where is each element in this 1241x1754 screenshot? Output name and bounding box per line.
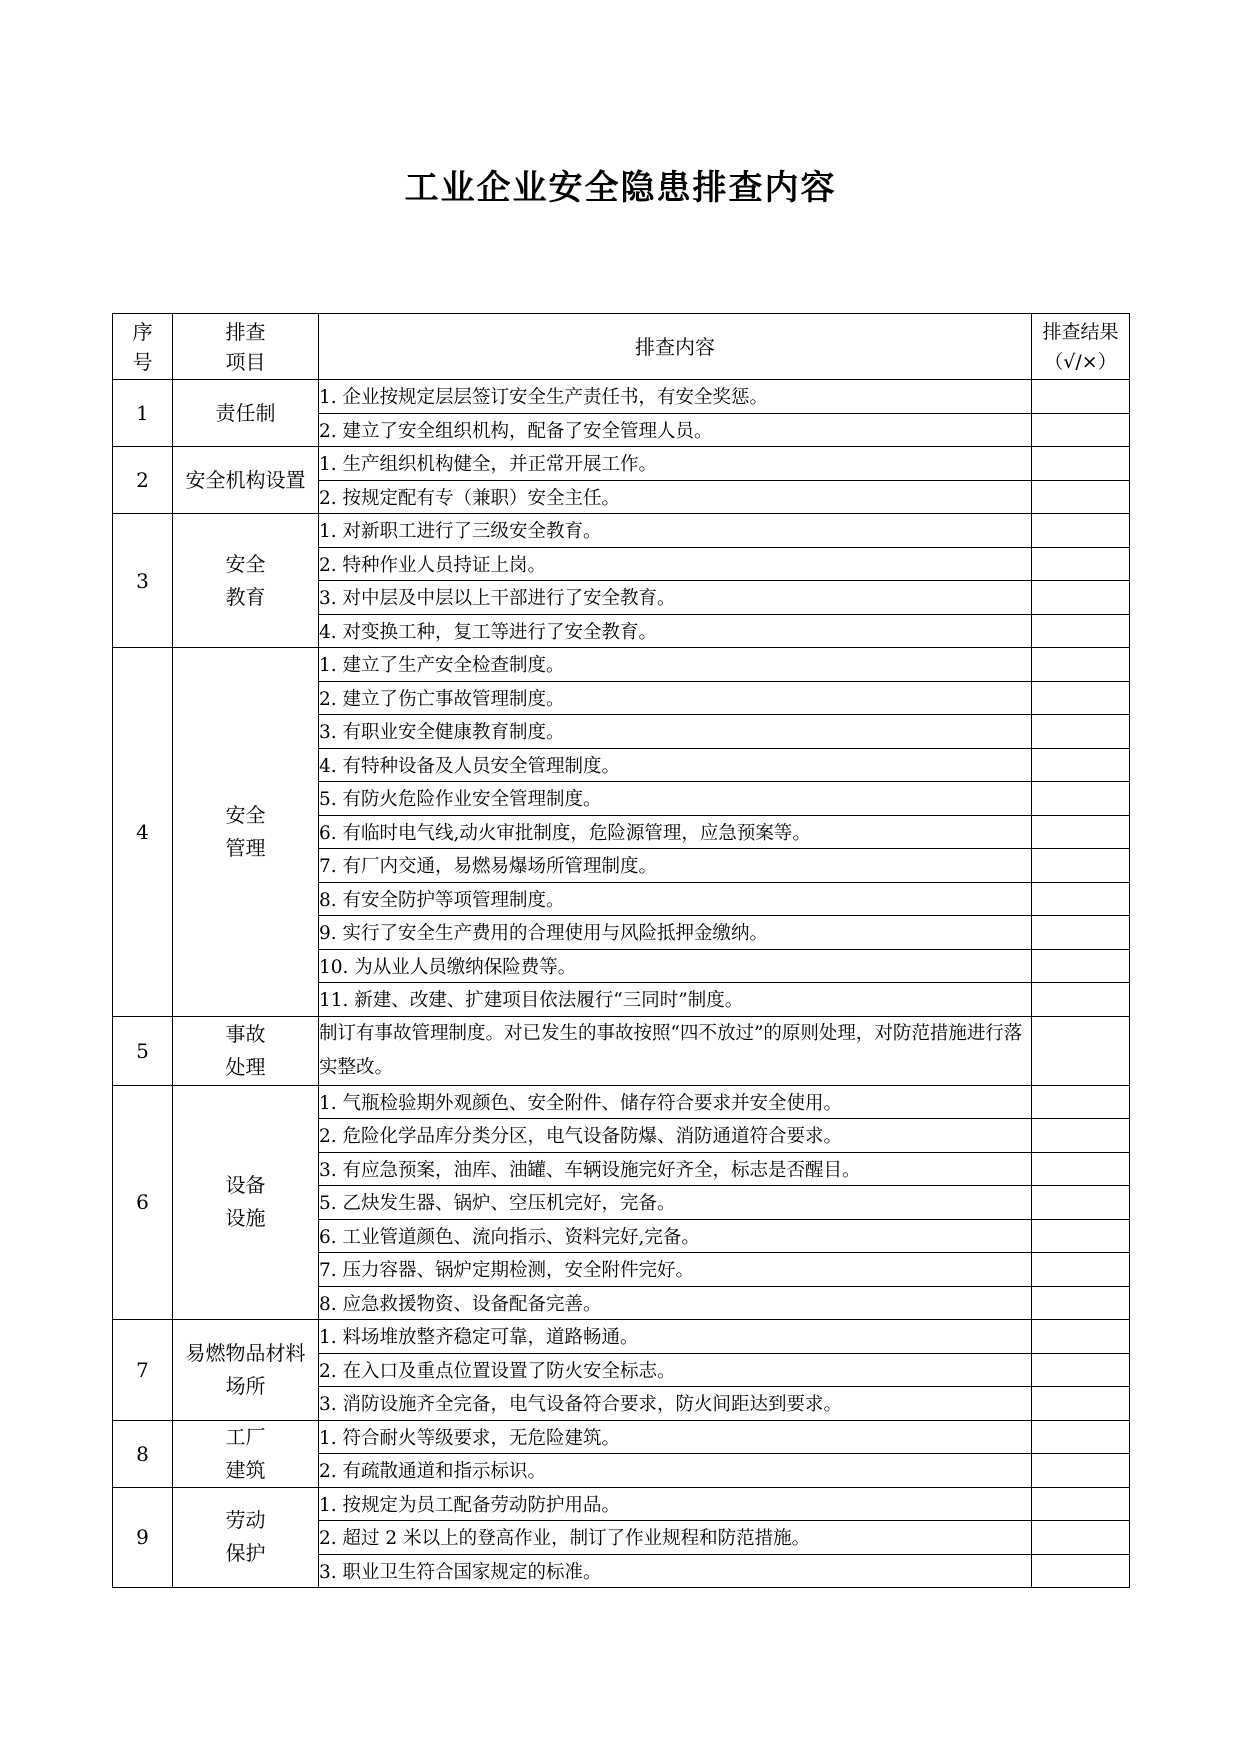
table-row [113, 1320, 1130, 1354]
result-cell[interactable] [1032, 1387, 1130, 1421]
check-item: 制订有事故管理制度。对已发生的事故按照“四不放过”的原则处理，对防范措施进行落实整改。 [319, 1016, 1032, 1085]
result-cell[interactable] [1032, 581, 1130, 615]
check-item: 1. 企业按规定层层签订安全生产责任书，有安全奖惩。 [319, 380, 1032, 414]
check-item: 2. 有疏散通道和指示标识。 [319, 1454, 1032, 1488]
header-no: 序号 [113, 314, 173, 380]
result-cell[interactable] [1032, 1454, 1130, 1488]
result-cell[interactable] [1032, 1085, 1130, 1119]
check-item: 4. 对变换工种，复工等进行了安全教育。 [319, 614, 1032, 648]
check-item: 1. 建立了生产安全检查制度。 [319, 648, 1032, 682]
check-item: 2. 危险化学品库分类分区，电气设备防爆、消防通道符合要求。 [319, 1119, 1032, 1153]
table-row [113, 648, 1130, 682]
table-row [113, 514, 1130, 548]
result-cell[interactable] [1032, 1253, 1130, 1287]
section-number: 5 [113, 1016, 173, 1085]
result-cell[interactable] [1032, 1186, 1130, 1220]
check-item: 1. 料场堆放整齐稳定可靠，道路畅通。 [319, 1320, 1032, 1354]
check-item: 3. 有应急预案，油库、油罐、车辆设施完好齐全，标志是否醒目。 [319, 1152, 1032, 1186]
section-category-label: 劳动保护 [225, 1508, 266, 1566]
section-category [173, 1487, 319, 1588]
check-item: 1. 气瓶检验期外观颜色、安全附件、储存符合要求并安全使用。 [319, 1085, 1032, 1119]
section-number: 6 [113, 1085, 173, 1320]
section-category [173, 447, 319, 514]
table-row [113, 1085, 1130, 1119]
table-row [113, 1016, 1130, 1085]
section-number: 2 [113, 447, 173, 514]
check-item: 3. 职业卫生符合国家规定的标准。 [319, 1554, 1032, 1588]
check-item: 2. 在入口及重点位置设置了防火安全标志。 [319, 1353, 1032, 1387]
result-cell[interactable] [1032, 480, 1130, 514]
check-item: 4. 有特种设备及人员安全管理制度。 [319, 748, 1032, 782]
check-item: 3. 对中层及中层以上干部进行了安全教育。 [319, 581, 1032, 615]
section-number: 8 [113, 1420, 173, 1487]
result-cell[interactable] [1032, 681, 1130, 715]
result-cell[interactable] [1032, 1554, 1130, 1588]
section-category [173, 648, 319, 1017]
section-category-label: 易燃物品材料场所 [185, 1340, 306, 1398]
inspection-table [112, 313, 1130, 1588]
result-cell[interactable] [1032, 949, 1130, 983]
section-number: 9 [113, 1487, 173, 1588]
section-number: 3 [113, 514, 173, 648]
result-cell[interactable] [1032, 1353, 1130, 1387]
section-number: 1 [113, 380, 173, 447]
section-number: 7 [113, 1320, 173, 1421]
section-category-label: 安全机构设置 [185, 467, 306, 492]
table-row [113, 447, 1130, 481]
check-item: 2. 建立了安全组织机构，配备了安全管理人员。 [319, 413, 1032, 447]
table-header-row [113, 314, 1130, 380]
table-row [113, 1487, 1130, 1521]
section-category [173, 1320, 319, 1421]
check-item: 7. 压力容器、锅炉定期检测，安全附件完好。 [319, 1253, 1032, 1287]
result-cell[interactable] [1032, 514, 1130, 548]
result-cell[interactable] [1032, 1219, 1130, 1253]
section-category-label: 责任制 [215, 400, 276, 425]
section-category [173, 514, 319, 648]
result-cell[interactable] [1032, 815, 1130, 849]
check-item: 2. 超过 2 米以上的登高作业，制订了作业规程和防范措施。 [319, 1521, 1032, 1555]
result-cell[interactable] [1032, 1016, 1130, 1085]
section-number: 4 [113, 648, 173, 1017]
check-item: 11. 新建、改建、扩建项目依法履行“三同时”制度。 [319, 983, 1032, 1017]
result-cell[interactable] [1032, 1521, 1130, 1555]
check-item: 3. 有职业安全健康教育制度。 [319, 715, 1032, 749]
section-category-label: 设备设施 [225, 1173, 266, 1231]
result-cell[interactable] [1032, 1152, 1130, 1186]
check-item: 1. 符合耐火等级要求，无危险建筑。 [319, 1420, 1032, 1454]
check-item: 2. 按规定配有专（兼职）安全主任。 [319, 480, 1032, 514]
section-category-label: 安全教育 [225, 551, 266, 609]
check-item: 3. 消防设施齐全完备，电气设备符合要求，防火间距达到要求。 [319, 1387, 1032, 1421]
result-cell[interactable] [1032, 1119, 1130, 1153]
result-cell[interactable] [1032, 1487, 1130, 1521]
section-category-label: 工厂建筑 [225, 1424, 266, 1482]
check-item: 1. 生产组织机构健全，并正常开展工作。 [319, 447, 1032, 481]
result-cell[interactable] [1032, 916, 1130, 950]
check-item: 6. 有临时电气线,动火审批制度，危险源管理，应急预案等。 [319, 815, 1032, 849]
result-cell[interactable] [1032, 413, 1130, 447]
result-cell[interactable] [1032, 1420, 1130, 1454]
check-item: 8. 有安全防护等项管理制度。 [319, 882, 1032, 916]
document-title: 工业企业安全隐患排查内容 [404, 168, 837, 208]
section-category [173, 1420, 319, 1487]
table-row [113, 380, 1130, 414]
result-cell[interactable] [1032, 1320, 1130, 1354]
header-category: 排查项目 [173, 314, 319, 380]
result-cell[interactable] [1032, 782, 1130, 816]
result-cell[interactable] [1032, 983, 1130, 1017]
result-cell[interactable] [1032, 547, 1130, 581]
result-cell[interactable] [1032, 1286, 1130, 1320]
check-item: 2. 建立了伤亡事故管理制度。 [319, 681, 1032, 715]
check-item: 2. 特种作业人员持证上岗。 [319, 547, 1032, 581]
check-item: 5. 有防火危险作业安全管理制度。 [319, 782, 1032, 816]
result-cell[interactable] [1032, 715, 1130, 749]
result-cell[interactable] [1032, 748, 1130, 782]
check-item: 6. 工业管道颜色、流向指示、资料完好,完备。 [319, 1219, 1032, 1253]
section-category [173, 1085, 319, 1320]
check-item: 10. 为从业人员缴纳保险费等。 [319, 949, 1032, 983]
result-cell[interactable] [1032, 648, 1130, 682]
result-cell[interactable] [1032, 849, 1130, 883]
header-result: 排查结果（√/×） [1032, 314, 1130, 380]
section-category [173, 380, 319, 447]
check-item: 8. 应急救援物资、设备配备完善。 [319, 1286, 1032, 1320]
check-item: 7. 有厂内交通，易燃易爆场所管理制度。 [319, 849, 1032, 883]
section-category [173, 1016, 319, 1085]
check-item: 9. 实行了安全生产费用的合理使用与风险抵押金缴纳。 [319, 916, 1032, 950]
check-item: 1. 对新职工进行了三级安全教育。 [319, 514, 1032, 548]
check-item: 5. 乙炔发生器、锅炉、空压机完好，完备。 [319, 1186, 1032, 1220]
table-body [113, 380, 1130, 1588]
section-category-label: 事故处理 [225, 1021, 266, 1079]
result-cell[interactable] [1032, 447, 1130, 481]
section-category-label: 安全管理 [225, 802, 266, 860]
result-cell[interactable] [1032, 380, 1130, 414]
header-content: 排查内容 [319, 314, 1032, 380]
result-cell[interactable] [1032, 614, 1130, 648]
table-row [113, 1420, 1130, 1454]
check-item: 1. 按规定为员工配备劳动防护用品。 [319, 1487, 1032, 1521]
result-cell[interactable] [1032, 882, 1130, 916]
